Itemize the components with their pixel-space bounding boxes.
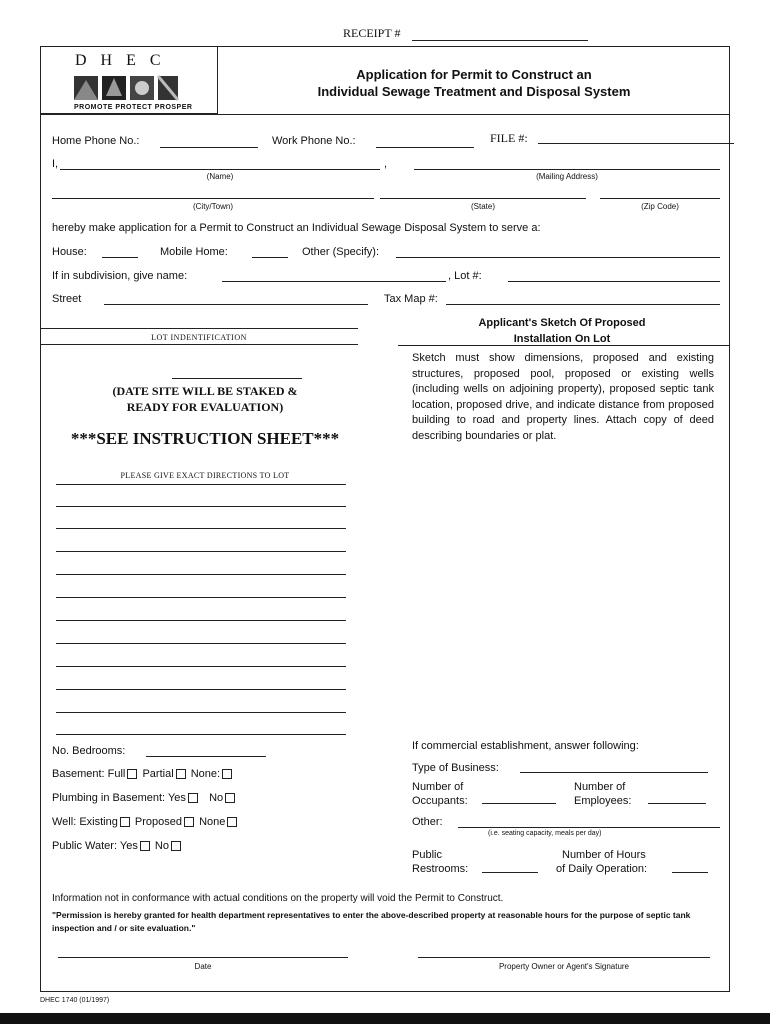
mailing-address-caption: (Mailing Address) (536, 172, 598, 181)
well-existing-checkbox[interactable] (120, 817, 130, 827)
other-field[interactable] (458, 827, 720, 828)
plumbing-yes-label: Yes (167, 792, 186, 804)
subdivision-label: If in subdivision, give name: (52, 270, 188, 282)
form-title-line2: Individual Sewage Treatment and Disposal System (317, 84, 631, 99)
employees-number-of: Number of (574, 781, 626, 793)
business-type-field[interactable] (520, 772, 708, 773)
basement-none-label: None: (190, 768, 221, 780)
public-water-yes-label: Yes (119, 840, 138, 852)
basement-partial-label: Partial (142, 768, 174, 780)
receipt-label: RECEIPT # (343, 26, 401, 40)
form-title-line1: Application for Permit to Construct an (356, 67, 592, 82)
conformance-notice: Information not in conformance with actual conditions on the property will void the Permit to Construct. (52, 893, 504, 904)
sketch-heading (412, 315, 712, 347)
name-prefix: I, (52, 158, 59, 170)
employees-block (574, 780, 631, 808)
direction-line[interactable] (56, 666, 346, 667)
permission-statement: "Permission is hereby granted for health department representatives to enter the above-described property at reasonable hours for the purpose of septic tank inspection and / or site evaluation." (52, 910, 691, 933)
file-field[interactable] (538, 143, 734, 144)
basement-none-checkbox[interactable] (222, 769, 232, 779)
signature-field[interactable] (418, 957, 710, 958)
direction-line[interactable] (56, 734, 346, 735)
commercial-heading: If commercial establishment, answer following: (412, 740, 639, 752)
house-field[interactable] (102, 257, 138, 258)
direction-line[interactable] (56, 712, 346, 713)
date-staked-line2: READY FOR EVALUATION) (126, 400, 284, 414)
logo-emblem-icon (72, 74, 180, 102)
direction-line[interactable] (56, 484, 346, 485)
sketch-area[interactable] (412, 470, 712, 732)
home-phone-field[interactable] (160, 147, 258, 148)
occupants-block (412, 780, 468, 808)
city-field[interactable] (52, 198, 374, 199)
other-specify-field[interactable] (396, 257, 720, 258)
state-field[interactable] (380, 198, 586, 199)
zip-field[interactable] (600, 198, 720, 199)
name-caption: (Name) (206, 172, 234, 181)
form-title (218, 66, 730, 100)
plumbing-yes-checkbox[interactable] (188, 793, 198, 803)
direction-line[interactable] (56, 574, 346, 575)
hours-field[interactable] (672, 872, 708, 873)
seating-caption: (i.e. seating capacity, meals per day) (488, 830, 602, 837)
direction-line[interactable] (56, 506, 346, 507)
zip-caption: (Zip Code) (641, 202, 679, 211)
tax-map-field[interactable] (446, 304, 720, 305)
mailing-address-field[interactable] (414, 169, 720, 170)
hours-line2: of Daily Operation: (556, 863, 648, 875)
logo-box (40, 46, 218, 114)
plumbing-row (52, 792, 237, 804)
lot-id-bottom-rule (40, 344, 358, 345)
directions-heading: PLEASE GIVE EXACT DIRECTIONS TO LOT (120, 471, 290, 480)
restrooms-block (412, 848, 468, 876)
city-caption: (City/Town) (192, 202, 233, 211)
subdivision-field[interactable] (222, 281, 446, 282)
direction-line[interactable] (56, 643, 346, 644)
logo-letters: D H E C (75, 52, 166, 69)
well-none-checkbox[interactable] (227, 817, 237, 827)
well-none-label: None (199, 816, 226, 828)
instruction-sheet-note: ***SEE INSTRUCTION SHEET*** (70, 429, 340, 448)
direction-line[interactable] (56, 689, 346, 690)
home-phone-label: Home Phone No.: (52, 135, 140, 147)
bedrooms-label: No. Bedrooms: (52, 745, 126, 757)
other-label: Other: (412, 816, 443, 828)
hours-block (556, 848, 647, 876)
public-water-no-checkbox[interactable] (171, 841, 181, 851)
work-phone-field[interactable] (376, 147, 474, 148)
name-comma: , (384, 158, 388, 170)
logo-tagline: PROMOTE PROTECT PROSPER (74, 104, 193, 111)
house-label: House: (52, 246, 87, 258)
basement-full-label: Full (107, 768, 126, 780)
restrooms-field[interactable] (482, 872, 538, 873)
mobile-home-field[interactable] (252, 257, 288, 258)
occupants-label: Occupants: (412, 795, 468, 807)
hours-line1: Number of Hours (562, 849, 646, 861)
receipt-field[interactable] (412, 40, 588, 41)
other-specify-label: Other (Specify): (302, 246, 380, 258)
name-field[interactable] (60, 169, 380, 170)
direction-line[interactable] (56, 620, 346, 621)
work-phone-label: Work Phone No.: (272, 135, 356, 147)
plumbing-no-label: No (209, 792, 224, 804)
sketch-heading-line2: Installation On Lot (513, 333, 611, 345)
plumbing-label: Plumbing in Basement: (52, 792, 166, 804)
sketch-heading-rule (398, 345, 730, 346)
date-caption: Date (194, 962, 212, 971)
restrooms-public: Public (412, 849, 442, 861)
public-water-label: Public Water: (52, 840, 118, 852)
sketch-heading-line1: Applicant's Sketch Of Proposed (478, 317, 646, 329)
date-staked-caption (40, 383, 370, 415)
well-proposed-label: Proposed (134, 816, 182, 828)
well-row (52, 816, 239, 828)
occupants-field[interactable] (482, 803, 556, 804)
direction-line[interactable] (56, 551, 346, 552)
bottom-bar (0, 1013, 770, 1024)
plumbing-no-checkbox[interactable] (225, 793, 235, 803)
state-caption: (State) (470, 202, 495, 211)
lot-identification-heading: LOT INDENTIFICATION (151, 333, 247, 342)
basement-partial-checkbox[interactable] (176, 769, 186, 779)
street-field[interactable] (104, 304, 368, 305)
occupants-number-of: Number of (412, 781, 464, 793)
signature-caption: Property Owner or Agent's Signature (498, 962, 630, 971)
direction-line[interactable] (56, 528, 346, 529)
sketch-instructions: Sketch must show dimensions, proposed and existing structures, proposed pool, proposed or existing wells (including wells on adjoining property), proposed septic tank location, proposed drive, and indicate distance from proposed building to road and property lines. Attach copy of deed describing boundaries or plat. (412, 352, 714, 442)
date-field[interactable] (58, 957, 348, 958)
public-water-yes-checkbox[interactable] (140, 841, 150, 851)
well-existing-label: Existing (79, 816, 118, 828)
lot-id-top-rule (40, 328, 358, 329)
street-label: Street (52, 293, 82, 305)
bedrooms-field[interactable] (146, 756, 266, 757)
well-proposed-checkbox[interactable] (184, 817, 194, 827)
lot-number-field[interactable] (508, 281, 720, 282)
lot-number-label: , Lot #: (448, 270, 482, 282)
public-water-row (52, 840, 183, 852)
form-id: DHEC 1740 (01/1997) (40, 997, 110, 1004)
mobile-home-label: Mobile Home: (160, 246, 228, 258)
restrooms-label: Restrooms: (412, 863, 469, 875)
date-staked-line1: (DATE SITE WILL BE STAKED & (112, 384, 298, 398)
business-type-label: Type of Business: (412, 762, 499, 774)
date-staked-field[interactable] (172, 378, 302, 379)
direction-line[interactable] (56, 597, 346, 598)
basement-full-checkbox[interactable] (127, 769, 137, 779)
header-divider (40, 114, 730, 115)
well-label: Well: (52, 816, 77, 828)
tax-map-label: Tax Map #: (384, 293, 438, 305)
employees-field[interactable] (648, 803, 706, 804)
public-water-no-label: No (154, 840, 169, 852)
basement-label: Basement: (52, 768, 105, 780)
employees-label: Employees: (574, 795, 632, 807)
basement-row (52, 768, 234, 780)
application-statement: hereby make application for a Permit to Construct an Individual Sewage Disposal System to serve a: (52, 222, 541, 234)
file-label: FILE #: (490, 131, 528, 145)
